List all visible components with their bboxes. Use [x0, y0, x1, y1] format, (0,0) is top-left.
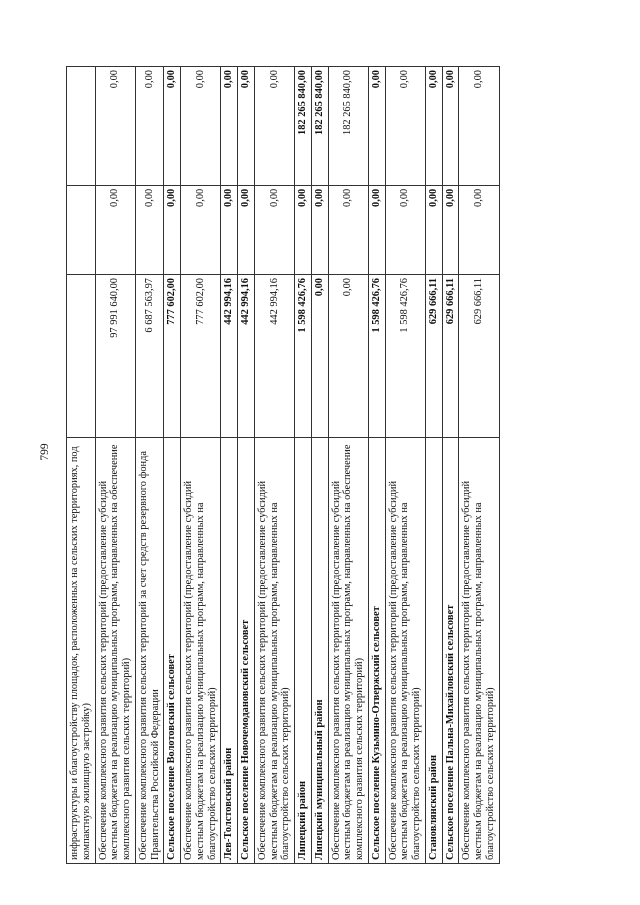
row-name-cell: Обеспечение комплексного развития сельских территорий за счет средств резервного фонда Правительства Российской Федерации: [135, 438, 164, 864]
amount-cell-3: 0,00: [442, 67, 459, 186]
amount-cell-1: 629 666,11: [442, 275, 459, 438]
amount-cell-2: 0,00: [311, 185, 328, 274]
amount-cell-2: 0,00: [442, 185, 459, 274]
amount-cell-3: 182 265 840,00: [328, 67, 368, 186]
amount-cell-2: 0,00: [164, 185, 181, 274]
table-row: [181, 67, 221, 864]
row-name-cell: Сельское поселение Новочемодановский сельсовет: [238, 438, 255, 864]
amount-cell-2: 0,00: [238, 185, 255, 274]
page-number: 799: [39, 443, 51, 461]
table-row: [385, 67, 425, 864]
amount-cell-1: 0,00: [328, 275, 368, 438]
row-name-cell: Липецкий район: [295, 438, 312, 864]
row-name-cell: Сельское поселение Пальна-Михайловский сельсовет: [442, 438, 459, 864]
table-row: [135, 67, 164, 864]
amount-cell-2: 0,00: [368, 185, 385, 274]
row-name-cell: инфраструктуры и благоустройству площадок, расположенных на сельских территориях, под компактную жилищную застройку): [67, 438, 96, 864]
table-row: [459, 67, 499, 864]
amount-cell-1: [67, 275, 96, 438]
amount-cell-3: 0,00: [181, 67, 221, 186]
amount-cell-1: 442 994,16: [221, 275, 238, 438]
amount-cell-2: [67, 185, 96, 274]
amount-cell-1: 629 666,11: [425, 275, 442, 438]
budget-table: [66, 66, 500, 864]
amount-cell-3: 0,00: [459, 67, 499, 186]
table-row: [368, 67, 385, 864]
row-name-cell: Обеспечение комплексного развития сельских территорий (предоставление субсидий местным бюджетам на реализацию муниципальных программ, направленных на обеспечение комплексного развития сельских территорий): [95, 438, 135, 864]
amount-cell-1: 97 991 640,00: [95, 275, 135, 438]
amount-cell-1: 777 602,00: [164, 275, 181, 438]
amount-cell-1: 0,00: [311, 275, 328, 438]
amount-cell-1: 442 994,16: [254, 275, 294, 438]
row-name-cell: Сельское поселение Волотовский сельсовет: [164, 438, 181, 864]
amount-cell-3: [67, 67, 96, 186]
amount-cell-1: 442 994,16: [238, 275, 255, 438]
rotated-content: [66, 66, 500, 864]
amount-cell-2: 0,00: [459, 185, 499, 274]
amount-cell-3: 0,00: [425, 67, 442, 186]
amount-cell-3: 0,00: [254, 67, 294, 186]
amount-cell-3: 182 265 840,00: [295, 67, 312, 186]
amount-cell-1: 1 598 426,76: [295, 275, 312, 438]
amount-cell-3: 0,00: [164, 67, 181, 186]
amount-cell-3: 0,00: [95, 67, 135, 186]
table-row: [95, 67, 135, 864]
row-name-cell: Обеспечение комплексного развития сельских территорий (предоставление субсидий местным бюджетам на реализацию муниципальных программ, направленных на благоустройство сельских территорий): [181, 438, 221, 864]
amount-cell-1: 1 598 426,76: [368, 275, 385, 438]
amount-cell-1: 629 666,11: [459, 275, 499, 438]
row-name-cell: Обеспечение комплексного развития сельских территорий (предоставление субсидий местным бюджетам на реализацию муниципальных программ, направленных на благоустройство сельских территорий): [459, 438, 499, 864]
table-row: [425, 67, 442, 864]
table-row: [328, 67, 368, 864]
amount-cell-3: 0,00: [385, 67, 425, 186]
amount-cell-3: 182 265 840,00: [311, 67, 328, 186]
amount-cell-3: 0,00: [135, 67, 164, 186]
amount-cell-2: 0,00: [425, 185, 442, 274]
amount-cell-2: 0,00: [328, 185, 368, 274]
amount-cell-1: 1 598 426,76: [385, 275, 425, 438]
table-row: [442, 67, 459, 864]
row-name-cell: Обеспечение комплексного развития сельских территорий (предоставление субсидий местным бюджетам на реализацию муниципальных программ, направленных на обеспечение комплексного развития сельских территорий): [328, 438, 368, 864]
table-row: [311, 67, 328, 864]
table-row: [221, 67, 238, 864]
amount-cell-2: 0,00: [135, 185, 164, 274]
amount-cell-1: 777 602,00: [181, 275, 221, 438]
table-row: [67, 67, 96, 864]
table-row: [254, 67, 294, 864]
amount-cell-3: 0,00: [221, 67, 238, 186]
row-name-cell: Обеспечение комплексного развития сельских территорий (предоставление субсидий местным бюджетам на реализацию муниципальных программ, направленных на благоустройство сельских территорий): [385, 438, 425, 864]
row-name-cell: Обеспечение комплексного развития сельских территорий (предоставление субсидий местным бюджетам на реализацию муниципальных программ, направленных на благоустройство сельских территорий): [254, 438, 294, 864]
table-row: [295, 67, 312, 864]
table-row: [164, 67, 181, 864]
row-name-cell: Сельское поселение Кузьмино-Отвержский сельсовет: [368, 438, 385, 864]
row-name-cell: Липецкий муниципальный район: [311, 438, 328, 864]
amount-cell-2: 0,00: [385, 185, 425, 274]
amount-cell-2: 0,00: [221, 185, 238, 274]
amount-cell-2: 0,00: [295, 185, 312, 274]
amount-cell-3: 0,00: [368, 67, 385, 186]
amount-cell-2: 0,00: [95, 185, 135, 274]
budget-table-body: [67, 67, 500, 864]
amount-cell-3: 0,00: [238, 67, 255, 186]
row-name-cell: Лев-Толстовский район: [221, 438, 238, 864]
amount-cell-2: 0,00: [254, 185, 294, 274]
row-name-cell: Становлянский район: [425, 438, 442, 864]
amount-cell-1: 6 687 563,97: [135, 275, 164, 438]
table-row: [238, 67, 255, 864]
amount-cell-2: 0,00: [181, 185, 221, 274]
